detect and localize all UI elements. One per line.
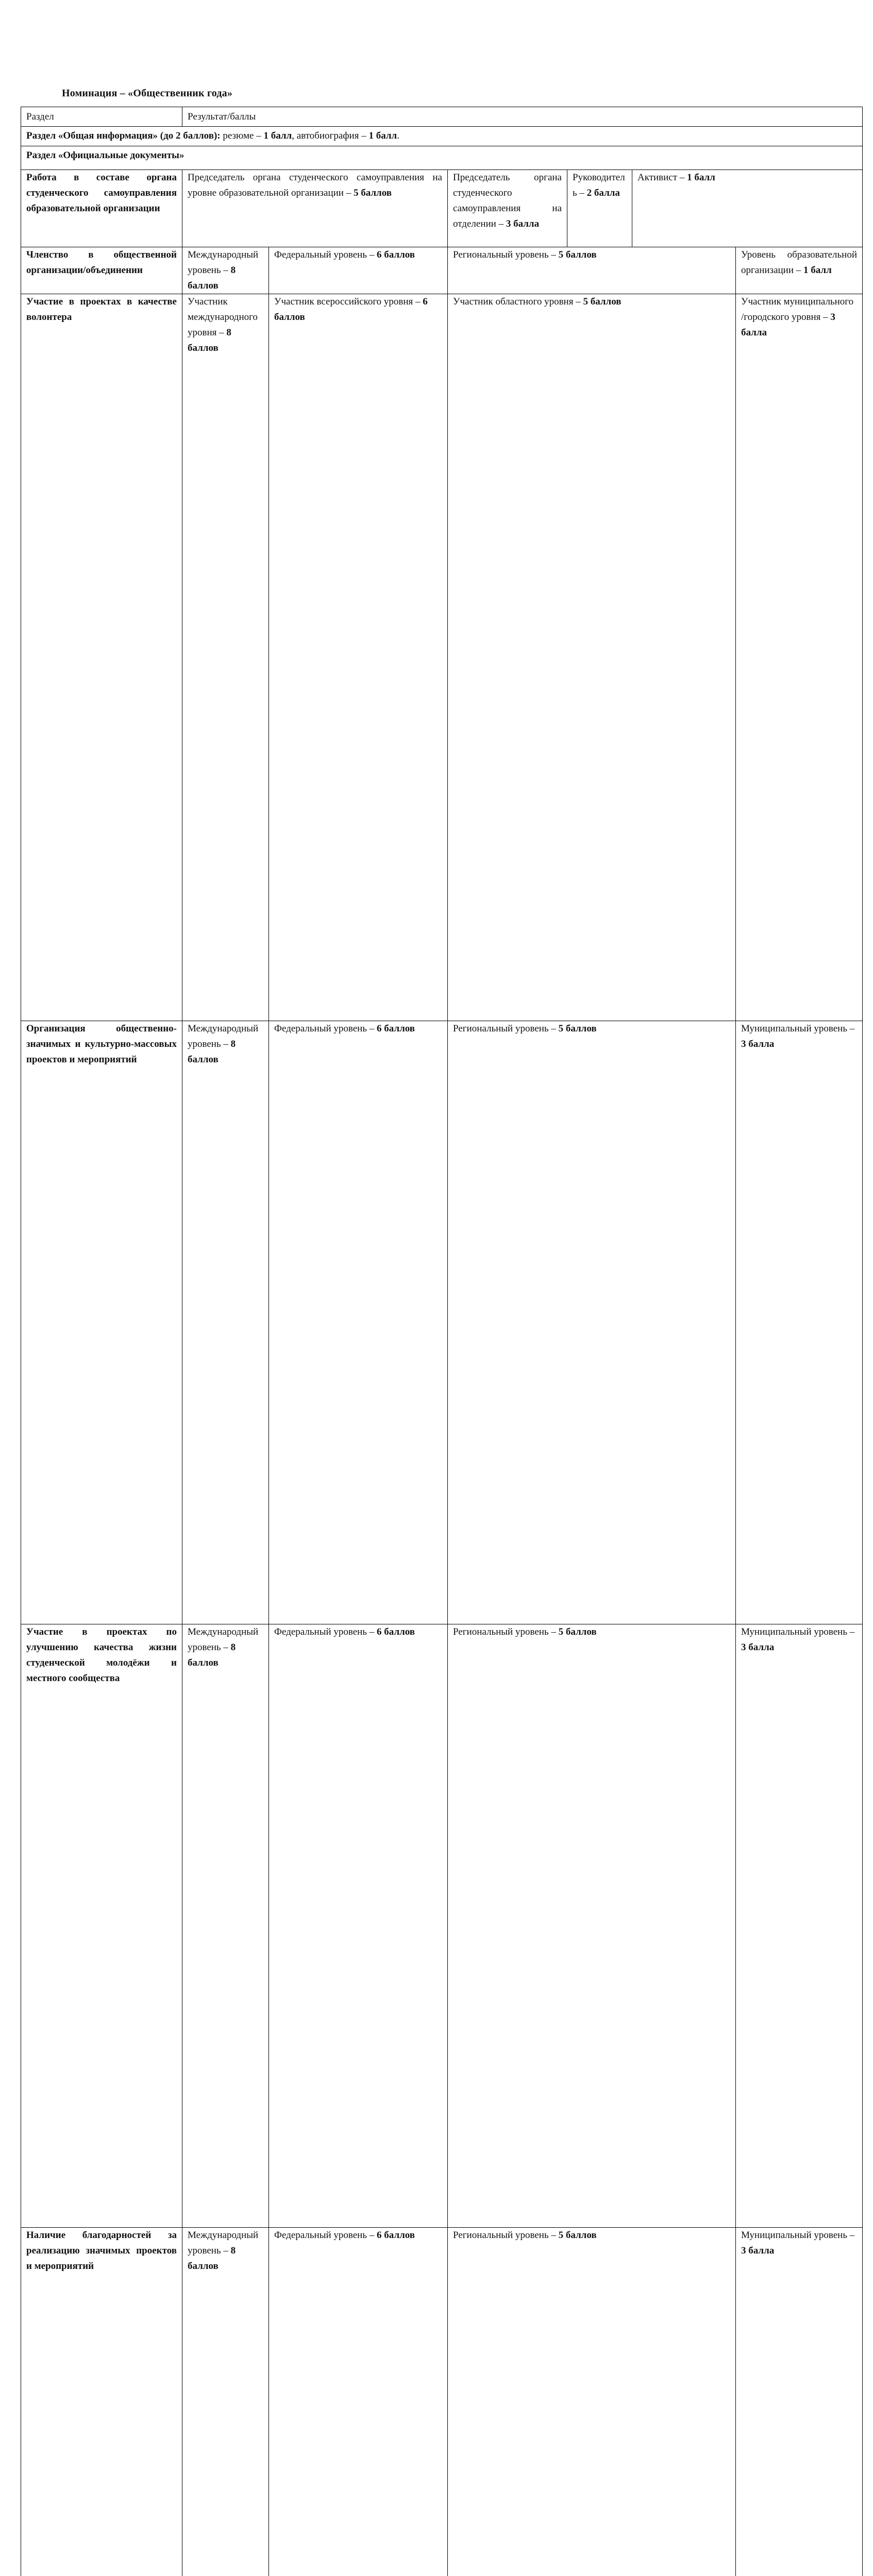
score-cell: Региональный уровень – 5 баллов <box>448 247 736 294</box>
score-cell: Федеральный уровень – 6 баллов <box>269 2228 448 2576</box>
score-cell: Международный уровень – 8 баллов <box>182 2228 269 2576</box>
score-cell: Муниципальный уровень – 3 балла <box>736 2228 863 2576</box>
criteria-table <box>21 107 863 2576</box>
row-label: Наличие благодарностей за реализацию значимых проектов и мероприятий <box>21 2228 182 2576</box>
score-cell: Уровень образовательной организации – 1 балл <box>736 247 863 294</box>
official-docs-cell: Раздел «Официальные документы» <box>21 146 863 170</box>
official-docs-row <box>21 146 863 170</box>
criteria-row <box>21 1624 863 2228</box>
general-info-row <box>21 127 863 146</box>
score-cell: Муниципальный уровень – 3 балла <box>736 1624 863 2228</box>
score-cell: Международный уровень – 8 баллов <box>182 1624 269 2228</box>
row-label: Участие в проектах по улучшению качества жизни студенческой молодёжи и местного сообщества <box>21 1624 182 2228</box>
general-info-label: Раздел «Общая информация» (до 2 баллов): <box>26 130 221 141</box>
score-cell: Активист – 1 балл <box>632 170 863 247</box>
criteria-row <box>21 294 863 1021</box>
score-cell: Участник всероссийского уровня – 6 баллов <box>269 294 448 1021</box>
score-cell: Региональный уровень – 5 баллов <box>448 1021 736 1624</box>
score-cell: Региональный уровень – 5 баллов <box>448 2228 736 2576</box>
row-label: Участие в проектах в качестве волонтера <box>21 294 182 1021</box>
header-section: Раздел <box>21 107 182 127</box>
general-info-score-1: 1 балл <box>263 130 292 141</box>
general-info-score-2: 1 балл <box>368 130 397 141</box>
header-result: Результат/баллы <box>182 107 863 127</box>
criteria-row <box>21 170 863 247</box>
score-cell: Региональный уровень – 5 баллов <box>448 1624 736 2228</box>
score-cell: Федеральный уровень – 6 баллов <box>269 1624 448 2228</box>
score-cell: Председатель органа студенческого самоуправления на отделении – 3 балла <box>448 170 567 247</box>
score-cell: Участник областного уровня – 5 баллов <box>448 294 736 1021</box>
score-cell: Федеральный уровень – 6 баллов <box>269 247 448 294</box>
criteria-row <box>21 247 863 294</box>
criteria-row <box>21 1021 863 1624</box>
score-cell: Федеральный уровень – 6 баллов <box>269 1021 448 1624</box>
general-info-cell <box>21 127 863 146</box>
general-info-text-3: . <box>397 130 399 141</box>
score-cell: Международный уровень – 8 баллов <box>182 247 269 294</box>
score-cell: Руководитель – 2 балла <box>567 170 632 247</box>
row-label: Членство в общественной организации/объединении <box>21 247 182 294</box>
row-label: Работа в составе органа студенческого самоуправления образовательной организации <box>21 170 182 247</box>
header-row <box>21 107 863 127</box>
score-cell: Участник муниципального /городского уровня – 3 балла <box>736 294 863 1021</box>
score-cell: Председатель органа студенческого самоуправления на уровне образовательной организации – 5 баллов <box>182 170 448 247</box>
page-title: Номинация – «Общественник года» <box>62 88 232 99</box>
criteria-row <box>21 2228 863 2576</box>
row-label: Организация общественно-значимых и культурно-массовых проектов и мероприятий <box>21 1021 182 1624</box>
general-info-text-2: , автобиография – <box>292 130 368 141</box>
score-cell: Участник международного уровня – 8 баллов <box>182 294 269 1021</box>
score-cell: Муниципальный уровень – 3 балла <box>736 1021 863 1624</box>
general-info-text-1: резюме – <box>221 130 264 141</box>
score-cell: Международный уровень – 8 баллов <box>182 1021 269 1624</box>
